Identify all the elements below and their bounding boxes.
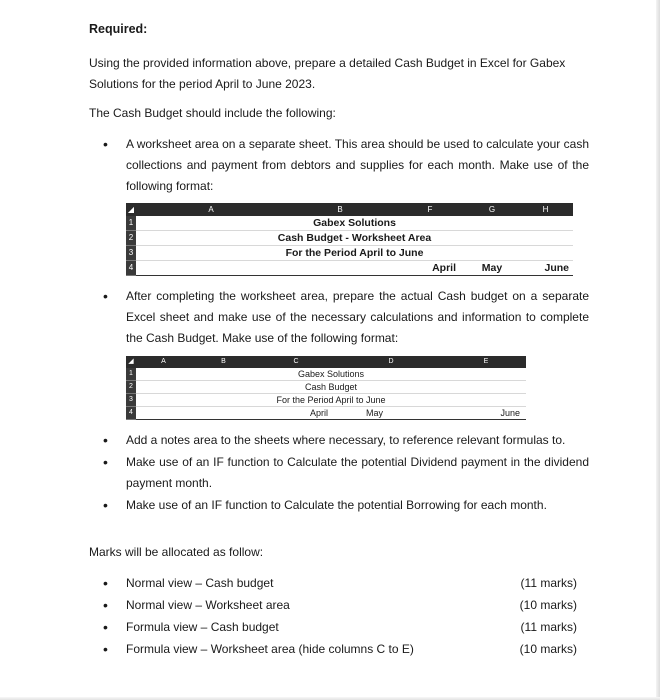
row-number: 3 [126,394,136,407]
requirements-list [89,134,589,516]
month-cell: May [336,407,446,420]
list-item: • A worksheet area on a separate sheet. This area should be used to calculate your cash collections and payment from debtors and supplies for each month. Make use of the following format: ◢ A B F G H 1 Gabex Solutions 2 Cash Budget - Worksheet Area 3 For the Period April to June 4 April May June [103,136,589,274]
list-item: • Add a notes area to the sheets where necessary, to reference relevant formulas to. [89,430,589,451]
list-item: • Make use of an IF function to Calculate the potential Borrowing for each month. [89,495,589,516]
marks-value: (11 marks) [520,576,577,590]
section-heading: Required: [89,22,148,36]
column-header: G [466,203,518,216]
list-item: • After completing the worksheet area, prepare the actual Cash budget on a separate Excel sheet and make use of the necessary calculations and information to complete the Cash Budget. Make use of the following format: ◢ A B C D E 1 Gabex Solutions 2 Cash Budget 3 For the Period April to June 4 April May June [103,288,589,418]
worksheet-format-table [126,203,573,276]
row-number: 1 [126,368,136,381]
row-number: 2 [126,381,136,394]
column-header: B [286,203,394,216]
bullet-icon: • [103,454,108,470]
month-cell: May [466,261,518,276]
month-cell: June [446,407,526,420]
row-number: 2 [126,231,136,246]
marks-value: (10 marks) [519,598,577,612]
corner-cell: ◢ [127,205,135,214]
marks-section [89,542,589,660]
bullet-icon: • [103,619,108,635]
page-edge [656,0,660,700]
sheet-row [126,231,573,246]
marks-row [89,573,589,594]
marks-label: Formula view – Worksheet area (hide columns C to E) [126,642,414,656]
sheet-row [126,381,526,394]
column-header: F [394,203,466,216]
sheet-row [126,246,573,261]
bullet-icon: • [103,575,108,591]
marks-label: Normal view – Cash budget [126,576,274,590]
sheet-period: For the Period April to June [136,394,526,407]
month-cell: April [136,407,336,420]
corner-cell: ◢ [126,356,136,368]
marks-intro: Marks will be allocated as follow: [89,545,264,559]
marks-row [89,639,589,660]
cash-budget-format-table [126,356,526,420]
bullet-icon: • [103,136,108,152]
sheet-row [126,394,526,407]
column-header: C [256,356,336,368]
month-cell: June [518,261,573,276]
document-content [89,22,589,660]
include-line: The Cash Budget should include the following: [89,106,336,120]
sheet-subtitle: Cash Budget - Worksheet Area [136,231,573,246]
column-header: E [446,356,526,368]
marks-row [89,617,589,638]
column-header-row [126,203,573,216]
row-number: 1 [126,216,136,231]
marks-list [89,573,589,660]
intro-paragraph: Using the provided information above, prepare a detailed Cash Budget in Excel for Gabex Solutions for the period April to June 2023. [89,56,566,91]
sheet-period: For the Period April to June [136,246,573,261]
marks-value: (11 marks) [520,620,577,634]
row-number: 4 [126,261,136,276]
marks-row [89,595,589,616]
sheet-title: Gabex Solutions [136,368,526,381]
marks-label: Normal view – Worksheet area [126,598,290,612]
bullet-icon: • [103,497,108,513]
marks-label: Formula view – Cash budget [126,620,279,634]
column-header-row [126,356,526,368]
sheet-title: Gabex Solutions [136,216,573,231]
bullet-icon: • [103,641,108,657]
marks-value: (10 marks) [519,642,577,656]
sheet-row [126,261,573,276]
row-number: 4 [126,407,136,420]
sheet-subtitle: Cash Budget [136,381,526,394]
sheet-row [126,368,526,381]
month-cell: April [136,261,466,276]
column-header: D [336,356,446,368]
column-header: A [136,356,191,368]
bullet-icon: • [103,432,108,448]
list-item: • Make use of an IF function to Calculate the potential Dividend payment in the dividend payment month. [103,454,589,490]
sheet-row [126,407,526,420]
row-number: 3 [126,246,136,261]
bullet-icon: • [103,597,108,613]
bullet-icon: • [103,288,108,304]
sheet-row [126,216,573,231]
column-header: H [518,203,573,216]
column-header: B [191,356,256,368]
column-header: A [136,203,286,216]
